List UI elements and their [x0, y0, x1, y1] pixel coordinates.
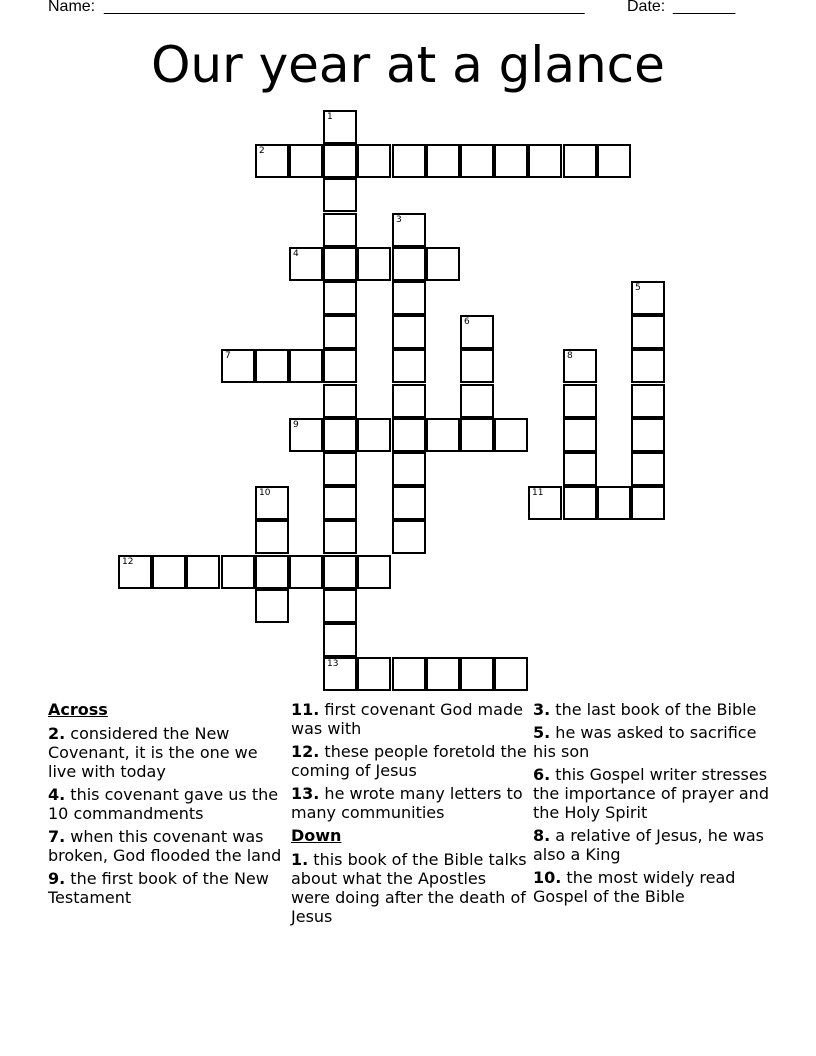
crossword-cell[interactable]: [357, 418, 391, 452]
clue-item: [533, 826, 773, 864]
crossword-cell[interactable]: [357, 555, 391, 589]
crossword-cell[interactable]: [118, 555, 152, 589]
crossword-cell[interactable]: [289, 349, 323, 383]
clue-number-label: 5: [635, 283, 641, 293]
crossword-cell[interactable]: [563, 384, 597, 418]
crossword-cell[interactable]: [426, 657, 460, 691]
crossword-cell[interactable]: [323, 418, 357, 452]
crossword-cell[interactable]: [357, 247, 391, 281]
section-heading-across: Across: [48, 700, 108, 719]
crossword-cell[interactable]: [289, 247, 323, 281]
crossword-cell[interactable]: [460, 657, 494, 691]
clue-number: 4.: [48, 785, 66, 804]
crossword-cell[interactable]: [563, 452, 597, 486]
clue-number-label: 8: [567, 351, 573, 361]
crossword-cell[interactable]: [460, 144, 494, 178]
clue-item: [291, 850, 527, 926]
crossword-cell[interactable]: [221, 349, 255, 383]
crossword-cell[interactable]: [255, 486, 289, 520]
clue-text: this covenant gave us the 10 commandments: [48, 785, 279, 823]
crossword-cell[interactable]: [563, 349, 597, 383]
crossword-cell[interactable]: [392, 452, 426, 486]
crossword-cell[interactable]: [460, 418, 494, 452]
clue-column-2: [291, 700, 527, 930]
clue-text: the first book of the New Testament: [48, 869, 269, 907]
crossword-cell[interactable]: [528, 486, 562, 520]
crossword-cell[interactable]: [323, 144, 357, 178]
clue-item: [291, 742, 527, 780]
crossword-cell[interactable]: [631, 418, 665, 452]
clue-number: 10.: [533, 868, 562, 887]
crossword-cell[interactable]: [221, 555, 255, 589]
clue-number: 6.: [533, 765, 551, 784]
crossword-cell[interactable]: [392, 213, 426, 247]
crossword-cell[interactable]: [494, 418, 528, 452]
clue-text: he was asked to sacrifice his son: [533, 723, 757, 761]
crossword-cell[interactable]: [426, 144, 460, 178]
crossword-cell[interactable]: [631, 486, 665, 520]
crossword-cell[interactable]: [255, 144, 289, 178]
crossword-cell[interactable]: [323, 315, 357, 349]
crossword-cell[interactable]: [323, 349, 357, 383]
crossword-cell[interactable]: [323, 657, 357, 691]
clue-item: [533, 765, 773, 822]
crossword-cell[interactable]: [255, 520, 289, 554]
crossword-cell[interactable]: [392, 315, 426, 349]
clue-number-label: 11: [532, 488, 544, 498]
clue-number-label: 2: [259, 146, 265, 156]
crossword-cell[interactable]: [392, 520, 426, 554]
crossword-cell[interactable]: [255, 555, 289, 589]
crossword-cell[interactable]: [323, 110, 357, 144]
crossword-cell[interactable]: [323, 623, 357, 657]
crossword-cell[interactable]: [392, 247, 426, 281]
crossword-cell[interactable]: [323, 520, 357, 554]
clue-item: [48, 869, 284, 907]
crossword-cell[interactable]: [152, 555, 186, 589]
clue-text: when this covenant was broken, God flooded the land: [48, 827, 282, 865]
crossword-cell[interactable]: [255, 589, 289, 623]
clue-item: [48, 785, 284, 823]
clue-text: this Gospel writer stresses the importance of prayer and the Holy Spirit: [533, 765, 769, 822]
clue-number-label: 13: [327, 659, 339, 669]
crossword-cell[interactable]: [323, 589, 357, 623]
crossword-cell[interactable]: [323, 452, 357, 486]
name-label: Name:: [48, 0, 96, 15]
crossword-cell[interactable]: [357, 144, 391, 178]
crossword-cell[interactable]: [357, 657, 391, 691]
crossword-cell[interactable]: [392, 384, 426, 418]
clue-text: the last book of the Bible: [550, 700, 757, 719]
clue-number-label: 3: [396, 215, 402, 225]
clue-number: 2.: [48, 724, 66, 743]
crossword-cell[interactable]: [460, 315, 494, 349]
crossword-cell[interactable]: [563, 486, 597, 520]
crossword-cell[interactable]: [563, 144, 597, 178]
crossword-cell[interactable]: [392, 418, 426, 452]
clue-number: 13.: [291, 784, 320, 803]
crossword-cell[interactable]: [323, 213, 357, 247]
crossword-cell[interactable]: [631, 349, 665, 383]
clue-text: the most widely read Gospel of the Bible: [533, 868, 736, 906]
clue-text: these people foretold the coming of Jesus: [291, 742, 527, 780]
date-label: Date:: [627, 0, 666, 15]
crossword-cell[interactable]: [392, 349, 426, 383]
crossword-cell[interactable]: [186, 555, 220, 589]
clue-column-3: [533, 700, 773, 910]
clue-number: 9.: [48, 869, 66, 888]
crossword-cell[interactable]: [289, 555, 323, 589]
crossword-cell[interactable]: [426, 418, 460, 452]
date-blank-line[interactable]: _______: [673, 0, 736, 15]
clue-item: [48, 827, 284, 865]
crossword-cell[interactable]: [392, 144, 426, 178]
crossword-cell[interactable]: [494, 657, 528, 691]
crossword-cell[interactable]: [392, 657, 426, 691]
crossword-cell[interactable]: [460, 384, 494, 418]
clue-item: [291, 784, 527, 822]
clue-item: [533, 700, 773, 719]
clue-item: [291, 700, 527, 738]
crossword-cell[interactable]: [323, 384, 357, 418]
clue-number-label: 9: [293, 420, 299, 430]
clue-item: [48, 724, 284, 781]
crossword-cell[interactable]: [631, 281, 665, 315]
clue-text: a relative of Jesus, he was also a King: [533, 826, 764, 864]
crossword-cell[interactable]: [255, 349, 289, 383]
clue-number: 7.: [48, 827, 66, 846]
clue-number: 5.: [533, 723, 551, 742]
clue-number-label: 10: [259, 488, 271, 498]
crossword-cell[interactable]: [392, 281, 426, 315]
crossword-cell[interactable]: [631, 452, 665, 486]
clue-number: 12.: [291, 742, 320, 761]
crossword-cell[interactable]: [563, 418, 597, 452]
section-heading-down: Down: [291, 826, 342, 845]
crossword-cell[interactable]: [494, 144, 528, 178]
crossword-cell[interactable]: [528, 144, 562, 178]
crossword-cell[interactable]: [323, 247, 357, 281]
crossword-cell[interactable]: [460, 349, 494, 383]
clue-number-label: 4: [293, 249, 299, 259]
clue-number: 1.: [291, 850, 309, 869]
crossword-cell[interactable]: [323, 281, 357, 315]
crossword-cell[interactable]: [597, 486, 631, 520]
clue-number-label: 12: [122, 557, 134, 567]
crossword-cell[interactable]: [426, 247, 460, 281]
crossword-cell[interactable]: [323, 555, 357, 589]
clue-text: he wrote many letters to many communities: [291, 784, 523, 822]
clue-column-1: [48, 700, 284, 911]
name-blank-line[interactable]: ______________________________________________________: [104, 0, 585, 15]
crossword-cell[interactable]: [631, 384, 665, 418]
clue-number: 8.: [533, 826, 551, 845]
clue-number: 3.: [533, 700, 551, 719]
crossword-cell[interactable]: [323, 178, 357, 212]
crossword-cell[interactable]: [289, 144, 323, 178]
clue-number-label: 1: [327, 112, 333, 122]
clue-number-label: 7: [225, 351, 231, 361]
crossword-cell[interactable]: [323, 486, 357, 520]
clue-item: [533, 723, 773, 761]
clue-number: 11.: [291, 700, 320, 719]
crossword-cell[interactable]: [392, 486, 426, 520]
crossword-cell[interactable]: [631, 315, 665, 349]
clue-number-label: 6: [464, 317, 470, 327]
crossword-cell[interactable]: [289, 418, 323, 452]
clue-text: this book of the Bible talks about what the Apostles were doing after the death of Jesus: [291, 850, 527, 926]
crossword-cell[interactable]: [597, 144, 631, 178]
clue-item: [533, 868, 773, 906]
clue-text: first covenant God made was with: [291, 700, 523, 738]
page-title: Our year at a glance: [151, 36, 665, 94]
clue-text: considered the New Covenant, it is the one we live with today: [48, 724, 258, 781]
